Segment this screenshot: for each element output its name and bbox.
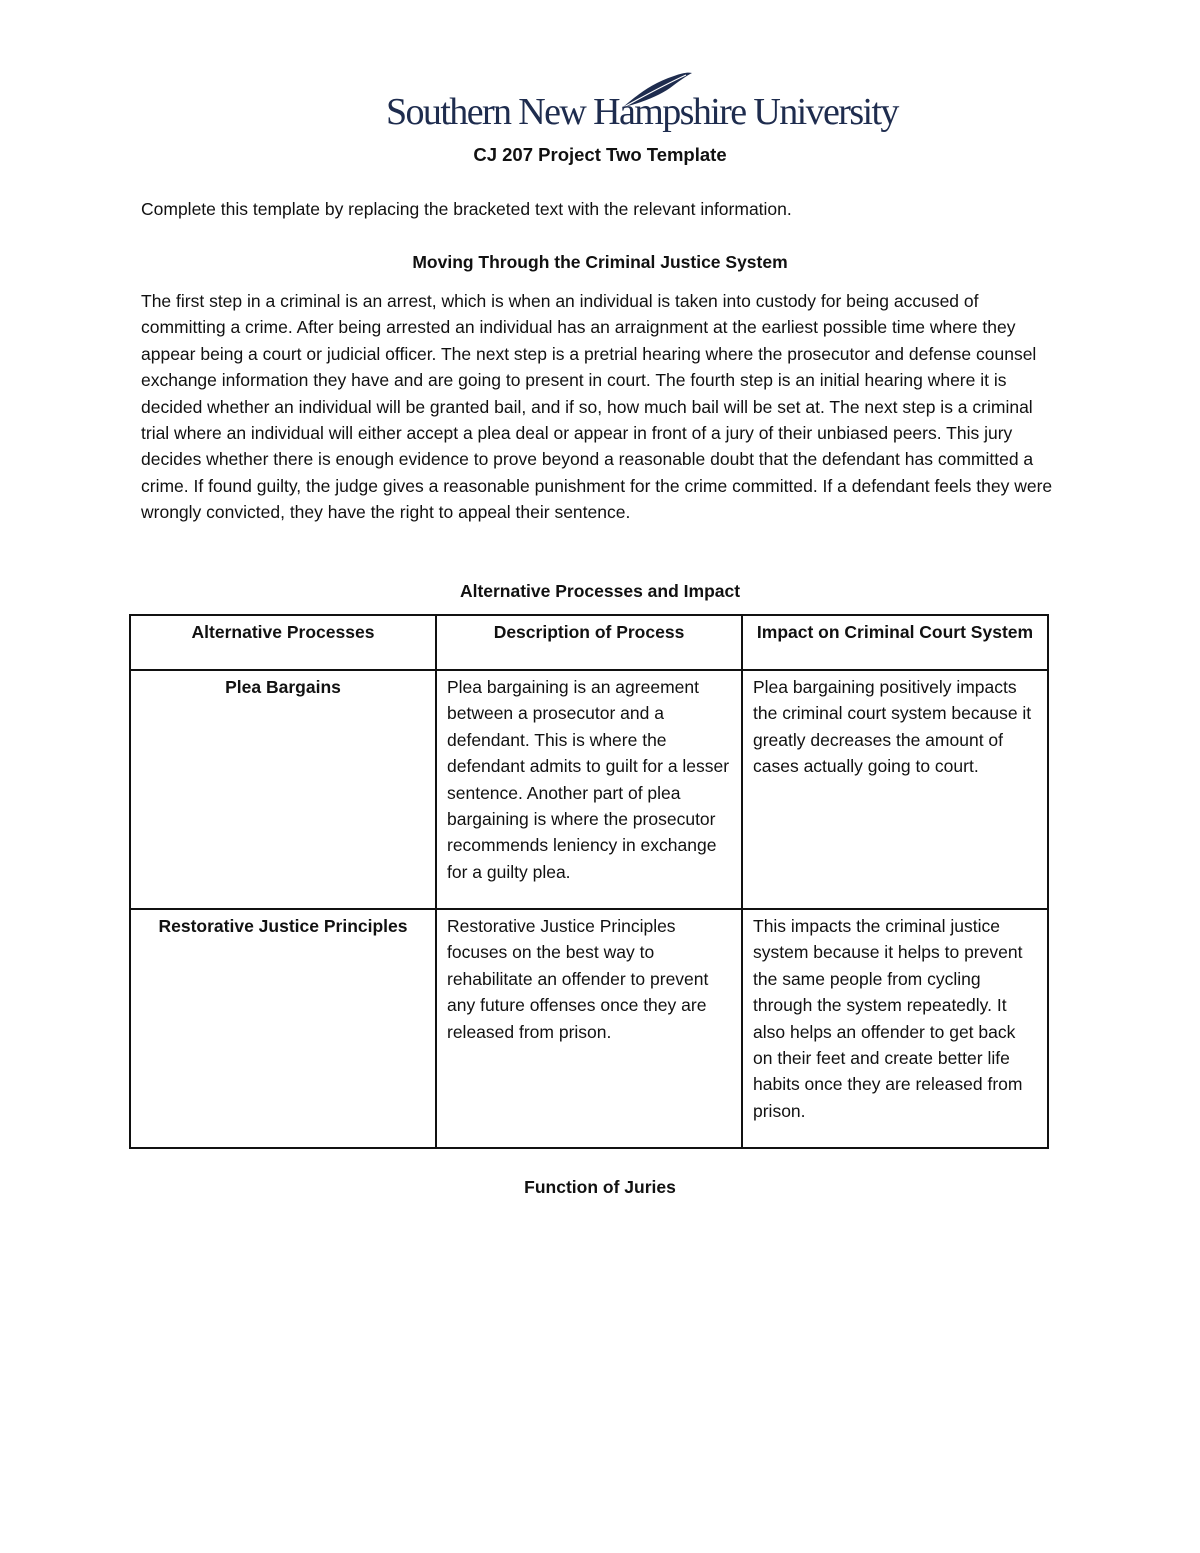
table-cell-description: Restorative Justice Principles focuses on the best way to rehabilitate an offender to prevent any future offenses once they are released from prison. bbox=[436, 909, 742, 1148]
table-header-cell: Alternative Processes bbox=[130, 615, 436, 670]
table-cell-impact: This impacts the criminal justice system because it helps to prevent the same people from cycling through the system repeatedly. It also helps an offender to get back on their feet and create better life habits once they are released from prison. bbox=[742, 909, 1048, 1148]
table-row bbox=[130, 670, 1048, 909]
table-header-cell: Description of Process bbox=[436, 615, 742, 670]
table-cell-process: Restorative Justice Principles bbox=[130, 909, 436, 1148]
section-heading-alternative: Alternative Processes and Impact bbox=[459, 581, 741, 601]
alternative-processes-table bbox=[129, 614, 1049, 1149]
page-title: CJ 207 Project Two Template bbox=[473, 144, 727, 165]
table-cell-process: Plea Bargains bbox=[130, 670, 436, 909]
table-row bbox=[130, 909, 1048, 1148]
section-heading-moving: Moving Through the Criminal Justice System bbox=[412, 252, 788, 272]
moving-paragraph: The first step in a criminal is an arrest, which is when an individual is taken into custody for being accused of committing a crime. After being arrested an individual has an arraignment at the earliest possible time where they appear being a court or judicial officer. The next step is a pretrial hearing where the prosecutor and defense counsel exchange information they have and are going to present in court. The fourth step is an initial hearing where it is decided whether an individual will be granted bail, and if so, how much bail will be set at. The next step is a criminal trial where an individual will either accept a plea deal or appear in front of a jury of their unbiased peers. This jury decides whether there is enough evidence to prove beyond a reasonable doubt that the defendant has committed a crime. If found guilty, the judge gives a reasonable punishment for the crime committed. If a defendant feels they were wrongly convicted, they have the right to appeal their sentence. bbox=[141, 291, 1053, 523]
university-logo bbox=[386, 70, 898, 136]
table-header-cell: Impact on Criminal Court System bbox=[742, 615, 1048, 670]
table-header-row bbox=[130, 615, 1048, 670]
section-heading-juries: Function of Juries bbox=[524, 1177, 676, 1197]
logo-wordmark: Southern New Hampshire University bbox=[386, 91, 898, 133]
table-cell-description: Plea bargaining is an agreement between a prosecutor and a defendant. This is where the defendant admits to guilt for a lesser sentence. Another part of plea bargaining is where the prosecutor recommends leniency in exchange for a guilty plea. bbox=[436, 670, 742, 909]
table-cell-impact: Plea bargaining positively impacts the criminal court system because it greatly decreases the amount of cases actually going to court. bbox=[742, 670, 1048, 909]
instruction-text: Complete this template by replacing the bracketed text with the relevant information. bbox=[141, 199, 792, 219]
